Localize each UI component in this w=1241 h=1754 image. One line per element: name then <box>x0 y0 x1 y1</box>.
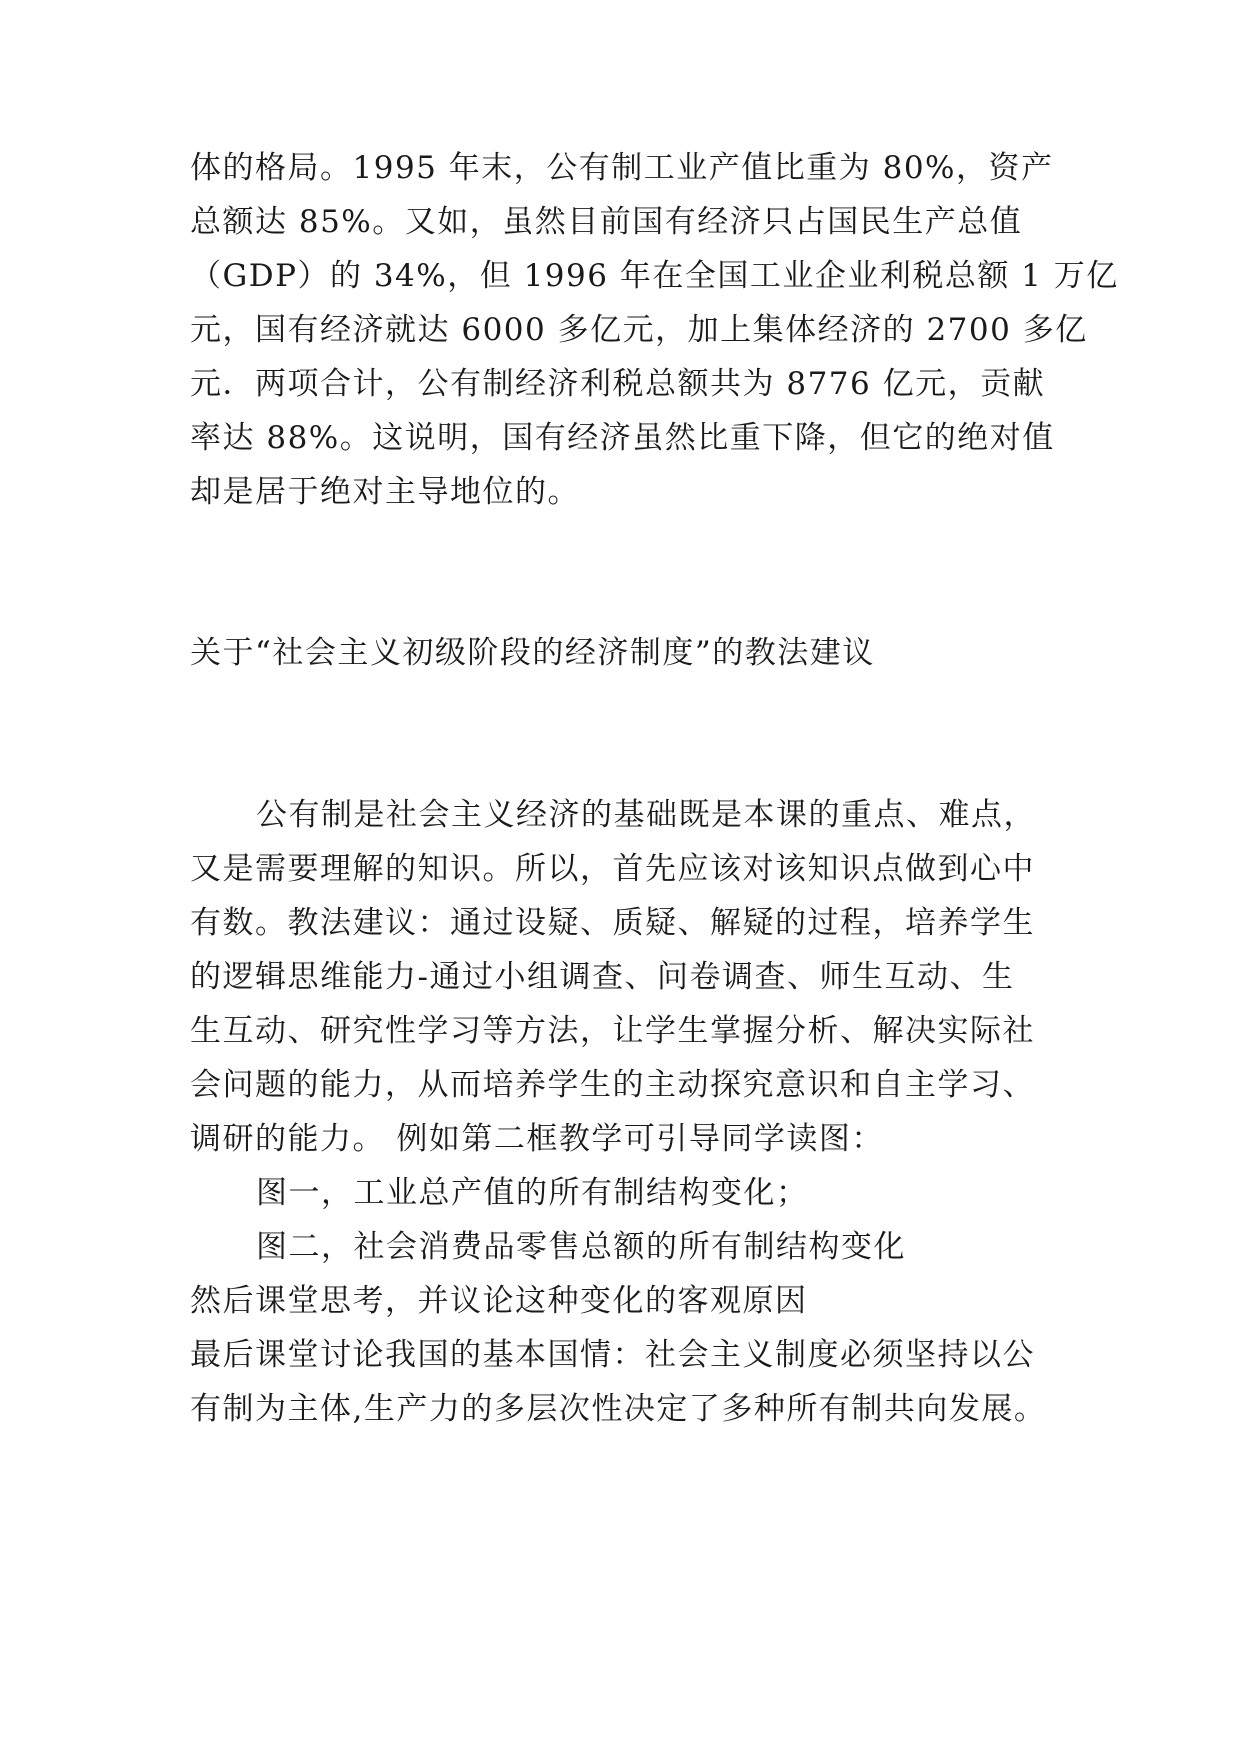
figure-item: 图二，社会消费品零售总额的所有制结构变化 <box>256 1229 906 1265</box>
paragraph-line: 有制为主体,生产力的多层次性决定了多种所有制共向发展。 <box>190 1391 1047 1427</box>
paragraph-line: （GDP）的 34%，但 1996 年在全国工业企业利税总额 1 万亿 <box>190 258 1119 294</box>
paragraph-line: 又是需要理解的知识。所以，首先应该对该知识点做到心中 <box>190 851 1035 887</box>
paragraph-line: 的逻辑思维能力-通过小组调查、问卷调查、师生互动、生 <box>190 959 1015 995</box>
paragraph-line: 会问题的能力，从而培养学生的主动探究意识和自主学习、 <box>190 1067 1035 1103</box>
figure-item: 图一，工业总产值的所有制结构变化； <box>256 1175 809 1211</box>
paragraph-line: 体的格局。1995 年末，公有制工业产值比重为 80%，资产 <box>190 150 1054 186</box>
paragraph-line: 调研的能力。 例如第二框教学可引导同学读图： <box>190 1121 884 1157</box>
section-heading: 关于“社会主义初级阶段的经济制度”的教法建议 <box>190 635 875 671</box>
paragraph-line: 元，国有经济就达 6000 多亿元，加上集体经济的 2700 多亿 <box>190 312 1088 348</box>
paragraph-line: 元．两项合计，公有制经济利税总额共为 8776 亿元，贡献 <box>190 366 1046 402</box>
paragraph-line: 率达 88%。这说明，国有经济虽然比重下降，但它的绝对值 <box>190 420 1055 456</box>
paragraph-line: 却是居于绝对主导地位的。 <box>190 474 580 510</box>
paragraph-line: 最后课堂讨论我国的基本国情：社会主义制度必须坚持以公 <box>190 1337 1035 1373</box>
paragraph-line: 总额达 85%。又如，虽然目前国有经济只占国民生产总值 <box>190 204 1023 240</box>
paragraph-line: 有数。教法建议：通过设疑、质疑、解疑的过程，培养学生 <box>190 905 1035 941</box>
paragraph-line: 然后课堂思考，并议论这种变化的客观原因 <box>190 1283 808 1319</box>
paragraph-line: 公有制是社会主义经济的基础既是本课的重点、难点， <box>256 797 1036 833</box>
paragraph-line: 生互动、研究性学习等方法，让学生掌握分析、解决实际社 <box>190 1013 1035 1049</box>
